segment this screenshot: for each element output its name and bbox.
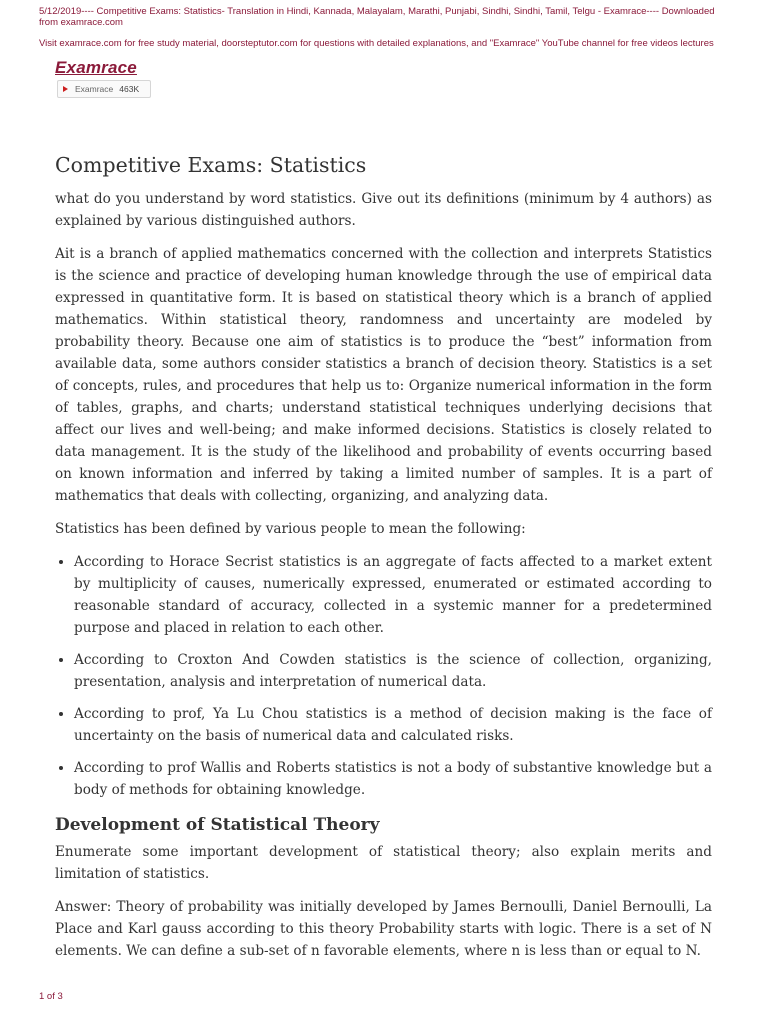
answer-paragraph: Answer: Theory of probability was initially developed by James Bernoulli, Daniel Bernoulli, La Place and Karl gauss according to this theory Probability starts with logic. There is a set of N elements. We can define a sub-set of n favorable elements, where n is less than or equal to N. [55,899,712,959]
definitions-intro: Statistics has been defined by various people to mean the following: [55,521,526,537]
print-header-title: 5/12/2019---- Competitive Exams: Statistics- Translation in Hindi, Kannada, Malayalam, Marathi, Punjabi, Sindhi, Sindhi, Tamil, Telgu - Examrace---- Downloaded from examrace.com [39,6,715,28]
answer-paragraph: Ait is a branch of applied mathematics concerned with the collection and interprets Statistics is the science and practice of developing human knowledge through the use of empirical data expressed in quantitative form. It is based on statistical theory which is a branch of applied mathematics. Within statistical theory, randomness and uncertainty are modeled by probability theory. Because one aim of statistics is to produce the “best” information from available data, some authors consider statistics a branch of decision theory. Statistics is a set of concepts, rules, and procedures that help us to: Organize numerical information in the form of tables, graphs, and charts; understand statistical techniques underlying decisions that affect our lives and well-being; and make informed decisions. Statistics is closely related to data management. It is the study of the likelihood and probability of events occurring based on known information and inferred by taking a limited number of samples. It is a part of mathematics that deals with collecting, organizing, and analyzing data. [55,246,712,504]
youtube-subscribe-badge[interactable] [57,80,151,98]
article-title: Competitive Exams: Statistics [55,153,367,177]
youtube-play-icon [63,86,68,92]
list-item: • According to prof, Ya Lu Chou statistics is a method of decision making is the face of uncertainty on the basis of numerical data and calculated risks. [74,703,712,747]
youtube-subscriber-count: 463K [119,84,140,94]
examrace-logo[interactable]: Examrace [55,58,137,77]
youtube-channel-name: Examrace [75,84,114,94]
print-header-promo: Visit examrace.com for free study material, doorsteptutor.com for questions with detailed explanations, and "Examrace" YouTube channel for free videos lectures [39,38,714,49]
list-item: • According to Croxton And Cowden statistics is the science of collection, organizing, presentation, analysis and interpretation of numerical data. [74,649,712,693]
definitions-list [55,551,712,801]
list-item: • According to prof Wallis and Roberts statistics is not a body of substantive knowledge but a body of methods for obtaining knowledge. [74,757,712,801]
section-heading: Development of Statistical Theory [55,815,380,835]
list-item: • According to Horace Secrist statistics is an aggregate of facts affected to a market extent by multiplicity of causes, numerically expressed, enumerated or estimated according to reasonable standard of accuracy, collected in a systemic manner for a predetermined purpose and placed in relation to each other. [74,551,712,639]
page-indicator: 1 of 3 [39,991,63,1002]
question-paragraph: Enumerate some important development of statistical theory; also explain merits and limitation of statistics. [55,844,712,882]
article-body [55,150,712,962]
question-paragraph: what do you understand by word statistics. Give out its definitions (minimum by 4 authors) as explained by various distinguished authors. [55,191,712,229]
